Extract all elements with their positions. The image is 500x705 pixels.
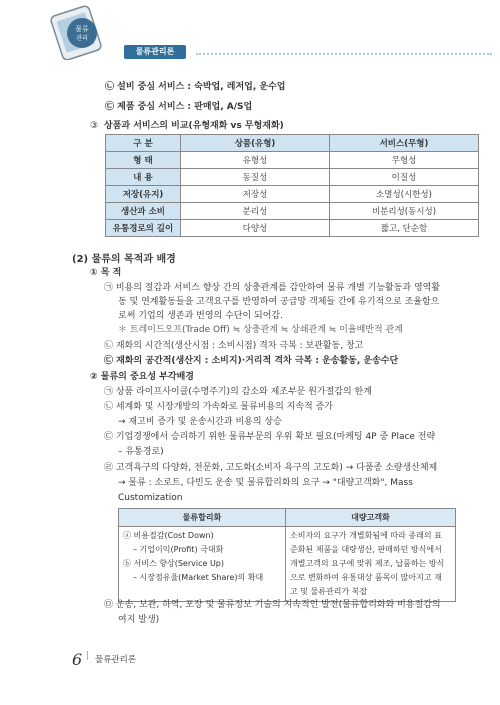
- paragraph-line: – 유통경로): [118, 447, 164, 457]
- table-header-cell: 서비스(무형): [330, 135, 479, 152]
- subsection-title: ② 물류의 중요성 부각배경: [90, 372, 194, 382]
- header-chapter-label: 물류관리론: [124, 45, 186, 59]
- paragraph-line: ㉤ 운송, 보관, 하역, 포장 및 물류정보 기술의 지속적인 발전(물류합리화와 비용절감의: [104, 600, 441, 610]
- paragraph-line: → 재고비 증가 및 운송시간과 비용의 상승: [118, 417, 282, 427]
- table-cell: 짧고, 단순함: [330, 220, 479, 237]
- table-cell: 형 태: [106, 152, 181, 169]
- paragraph-line: ㉢ 재화의 공간적(생산지 : 소비지)·거리적 격차 극복 : 운송활동, 운송수단: [104, 356, 399, 366]
- note-line: ＊ 트레이드오프(Trade Off) ≒ 상충관계 ≒ 상쇄관계 ≒ 이율배반적 관계: [118, 325, 403, 335]
- table-row: [106, 186, 479, 203]
- cell-line: 고 및 물류관리가 복잡: [290, 587, 368, 596]
- table-cell: 분리성: [181, 203, 330, 220]
- table-header-cell: 대량고객화: [286, 509, 456, 527]
- table-cell: 생산과 소비: [106, 203, 181, 220]
- cell-line: ⓑ 서비스 향상(Service Up): [123, 559, 225, 568]
- subsection-title: ① 목 적: [90, 268, 122, 278]
- table-header-cell: 구 분: [106, 135, 181, 152]
- section-title: (2) 물류의 목적과 배경: [72, 254, 176, 265]
- table-cell: 동질성: [181, 169, 330, 186]
- cell-line: – 기업이익(Profit) 극대화: [133, 545, 224, 554]
- paragraph-line: 로써 기업의 생존과 번영의 수단이 되어감.: [118, 311, 283, 321]
- table-cell: 소멸성(시한성): [330, 186, 479, 203]
- table-header-row: [119, 509, 456, 527]
- cell-line: 소비자의 요구가 개별화됨에 따라 종래의 표: [290, 531, 442, 540]
- table-cell: 저장(유지): [106, 186, 181, 203]
- table-header-row: [106, 135, 479, 152]
- paragraph-line: Customization: [118, 493, 183, 503]
- table-cell: 다양성: [181, 220, 330, 237]
- page-number: 6: [72, 650, 83, 669]
- paragraph-line: → 물류 : 소로트, 다빈도 운송 및 물류합리화의 요구 → "대량고객화", Mass: [118, 478, 413, 488]
- table-cell: [119, 527, 286, 602]
- table-cell: [286, 527, 456, 602]
- table-header-cell: 상품(유형): [181, 135, 330, 152]
- text-line: 상품과 서비스의 비교(유형재화 vs 무형재화): [104, 121, 284, 131]
- table-header-cell: 물류합리화: [119, 509, 286, 527]
- paragraph-line: ㉡ 세계화 및 시장개방의 가속화로 물류비용의 지속적 증가: [104, 402, 333, 412]
- table-row: [106, 169, 479, 186]
- paragraph-line: ㉢ 기업경쟁에서 승리하기 위한 물류부문의 우위 확보 필요(마케팅 4P 중 Place 전략: [104, 432, 436, 442]
- phone-logo-icon: [40, 4, 112, 60]
- header-dotted-line: [196, 53, 492, 55]
- table-cell: 내 용: [106, 169, 181, 186]
- table-row: [106, 203, 479, 220]
- comparison-table: [105, 134, 479, 237]
- table-cell: 비분리성(동시성): [330, 203, 479, 220]
- logo-text: 물류: [75, 25, 89, 33]
- rationalization-table: [118, 508, 456, 602]
- table-cell: 이질성: [330, 169, 479, 186]
- table-cell: 무형성: [330, 152, 479, 169]
- text-line: ㉡ 설비 중심 서비스 : 숙박업, 레저업, 운수업: [105, 82, 286, 92]
- cell-line: – 시장점유율(Market Share)의 확대: [133, 573, 264, 582]
- paragraph-line: ㉠ 비용의 절감과 서비스 향상 간의 상충관계를 감안하여 물류 개별 기능활동과 영역활: [104, 283, 441, 293]
- logo-text-2: 관리: [76, 35, 88, 42]
- table-cell: 유형성: [181, 152, 330, 169]
- cell-line: 개별고객의 요구에 맞춰 제조, 납품하는 방식: [290, 559, 445, 568]
- cell-line: 으로 변화하여 유통대상 품목이 많아지고 재: [290, 573, 442, 582]
- paragraph-line: 동 및 연계활동들을 고객요구를 반영하여 공급망 객체들 간에 유기적으로 조율함으: [118, 297, 440, 307]
- text-line: ㉢ 제품 중심 서비스 : 판매업, A/S업: [105, 102, 253, 112]
- table-row: [106, 220, 479, 237]
- paragraph-line: ㉠ 상품 라이프사이클(수명주기)의 감소와 제조부문 원가절감의 한계: [104, 387, 372, 397]
- table-row: [119, 527, 456, 602]
- cell-line: ⓐ 비용절감(Cost Down): [123, 531, 214, 540]
- footer-separator: |: [86, 651, 90, 661]
- table-row: [106, 152, 479, 169]
- paragraph-line: 여지 발생): [118, 615, 160, 625]
- footer-title: 물류관리론: [95, 655, 137, 665]
- table-cell: 유통경로의 길이: [106, 220, 181, 237]
- cell-line: 준화된 제품을 대량생산, 판매하던 방식에서: [290, 545, 442, 554]
- table-cell: 저장성: [181, 186, 330, 203]
- paragraph-line: ㉣ 고객욕구의 다양화, 전문화, 고도화(소비자 욕구의 고도화) → 다품종 소량생산체제: [104, 463, 438, 473]
- paragraph-line: ㉡ 재화의 시간적(생산시점 : 소비시점) 격차 극복 : 보관활동, 창고: [104, 341, 364, 351]
- list-number: ③: [90, 121, 99, 131]
